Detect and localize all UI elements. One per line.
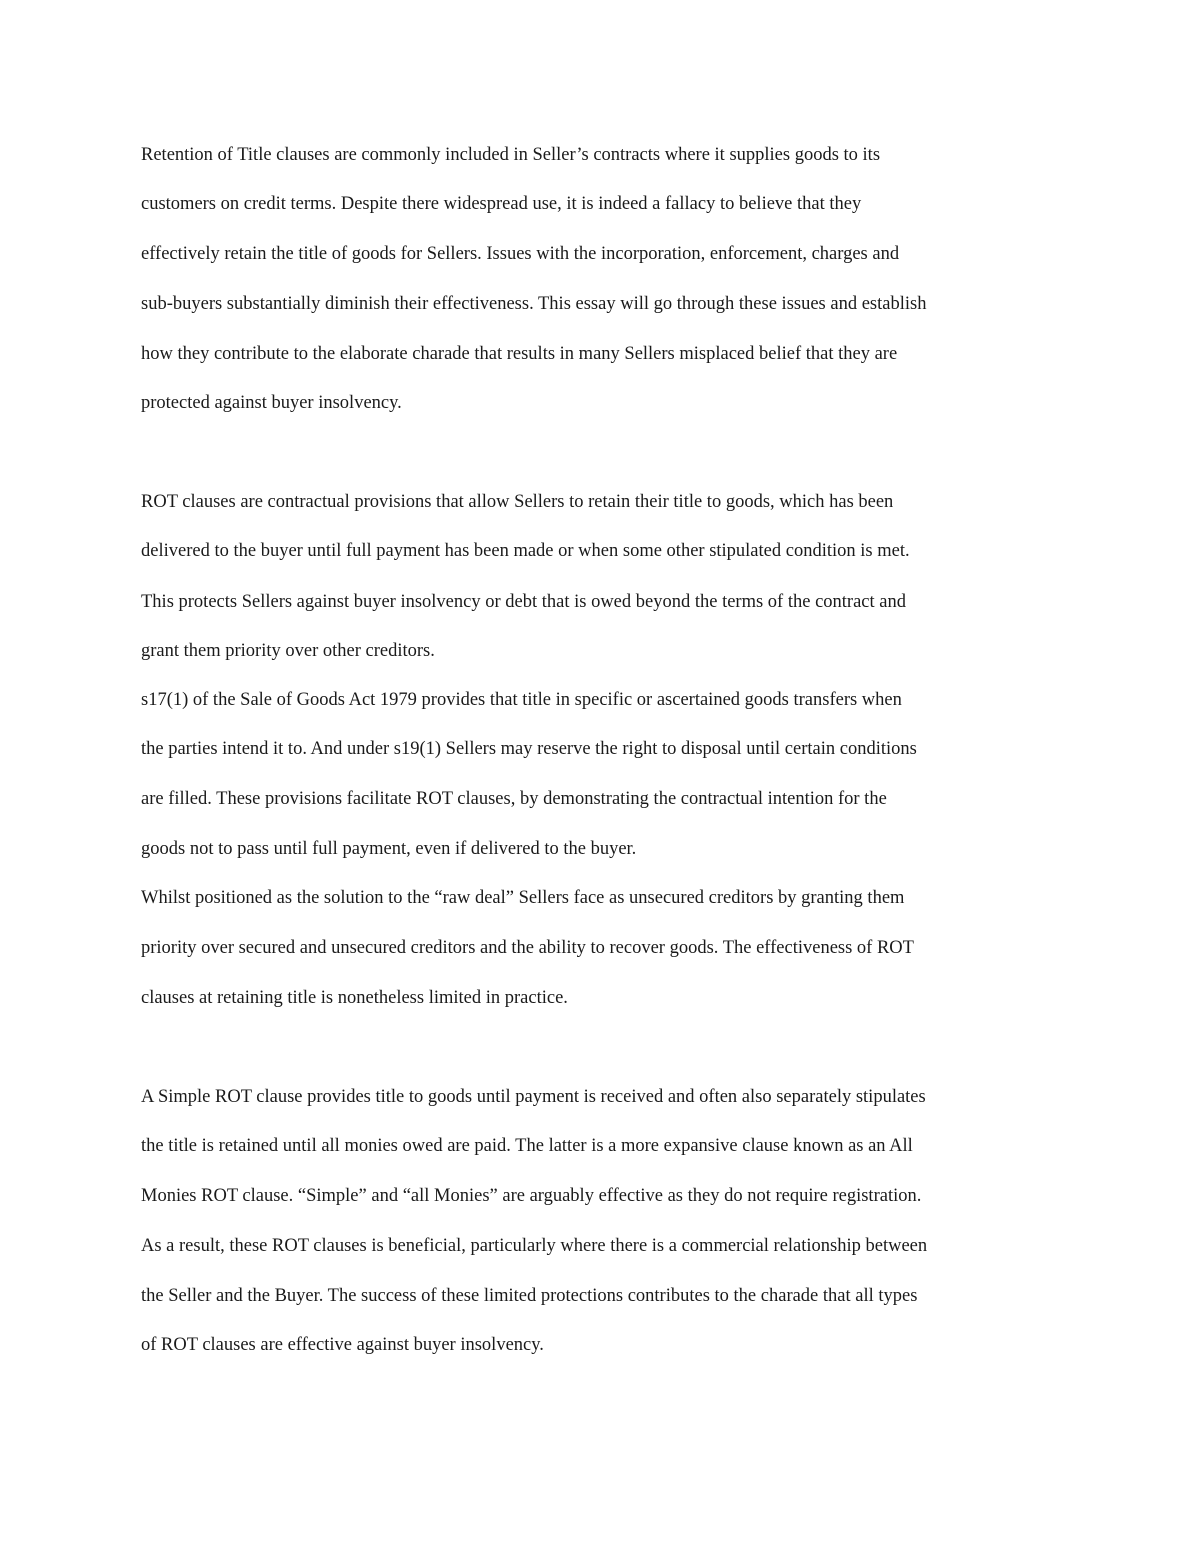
- text-line: As a result, these ROT clauses is beneficial, particularly where there is a commercial relationship between: [141, 1236, 928, 1256]
- text-line: protected against buyer insolvency.: [141, 393, 402, 413]
- text-line: Monies ROT clause. “Simple” and “all Monies” are arguably effective as they do not require registration.: [141, 1186, 922, 1206]
- text-line: effectively retain the title of goods for Sellers. Issues with the incorporation, enforcement, charges and: [141, 244, 900, 264]
- text-line: are filled. These provisions facilitate ROT clauses, by demonstrating the contractual intention for the: [141, 789, 887, 809]
- text-line: the parties intend it to. And under s19(1) Sellers may reserve the right to disposal until certain conditions: [141, 739, 917, 759]
- text-line: the title is retained until all monies owed are paid. The latter is a more expansive clause known as an All: [141, 1136, 913, 1156]
- text-line: of ROT clauses are effective against buyer insolvency.: [141, 1335, 544, 1355]
- text-line: clauses at retaining title is nonetheless limited in practice.: [141, 988, 568, 1008]
- text-line: This protects Sellers against buyer insolvency or debt that is owed beyond the terms of the contract and: [141, 592, 906, 612]
- text-line: the Seller and the Buyer. The success of these limited protections contributes to the charade that all types: [141, 1286, 918, 1306]
- text-line: Whilst positioned as the solution to the “raw deal” Sellers face as unsecured creditors by granting them: [141, 888, 905, 908]
- text-line: priority over secured and unsecured creditors and the ability to recover goods. The effectiveness of ROT: [141, 938, 914, 958]
- text-line: how they contribute to the elaborate charade that results in many Sellers misplaced belief that they are: [141, 344, 898, 364]
- text-line: goods not to pass until full payment, even if delivered to the buyer.: [141, 839, 637, 859]
- text-line: customers on credit terms. Despite there widespread use, it is indeed a fallacy to believe that they: [141, 194, 862, 214]
- text-line: Retention of Title clauses are commonly included in Seller’s contracts where it supplies goods to its: [141, 145, 881, 165]
- text-line: sub-buyers substantially diminish their effectiveness. This essay will go through these issues and establish: [141, 294, 927, 314]
- text-line: s17(1) of the Sale of Goods Act 1979 provides that title in specific or ascertained goods transfers when: [141, 690, 902, 710]
- text-line: delivered to the buyer until full payment has been made or when some other stipulated condition is met.: [141, 541, 910, 561]
- text-line: ROT clauses are contractual provisions that allow Sellers to retain their title to goods, which has been: [141, 492, 894, 512]
- text-line: A Simple ROT clause provides title to goods until payment is received and often also separately stipulates: [141, 1087, 926, 1107]
- text-line: grant them priority over other creditors.: [141, 641, 435, 661]
